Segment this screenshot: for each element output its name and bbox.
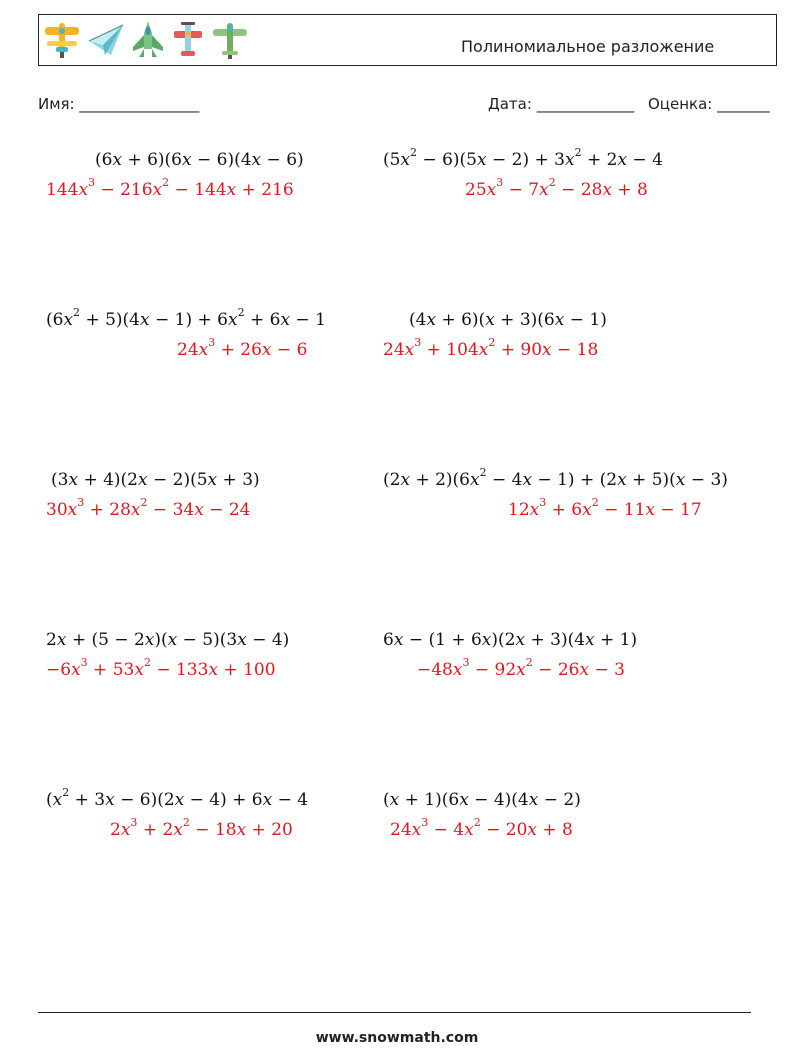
variable: x xyxy=(393,630,404,650)
term: − 4)(4 xyxy=(468,790,529,810)
variable: x xyxy=(539,180,549,200)
term: − 6) xyxy=(261,150,304,170)
variable: x xyxy=(542,340,552,360)
problem-7-question xyxy=(46,630,289,650)
exponent: 3 xyxy=(462,656,470,670)
variable: x xyxy=(404,340,415,360)
term: − 3) xyxy=(685,470,728,490)
header-icons xyxy=(43,19,249,61)
term: + 2)(6 xyxy=(410,470,470,490)
variable: x xyxy=(516,660,526,680)
problem-10-answer xyxy=(390,816,573,840)
variable: x xyxy=(63,310,74,330)
variable: x xyxy=(645,500,655,520)
variable: x xyxy=(481,630,492,650)
term: + (5 − 2 xyxy=(66,630,145,650)
exponent: 3 xyxy=(77,496,85,510)
term: − 18 xyxy=(189,820,237,840)
variable: x xyxy=(226,180,237,200)
variable: x xyxy=(477,150,487,170)
variable: x xyxy=(194,500,204,520)
term: + 6 xyxy=(546,500,583,520)
term: + 53 xyxy=(87,660,135,680)
variable: x xyxy=(144,630,155,650)
term: − 4 xyxy=(428,820,465,840)
fighter-jet-icon xyxy=(131,19,165,61)
variable: x xyxy=(602,180,612,200)
variable: x xyxy=(138,470,148,490)
variable: x xyxy=(68,470,79,490)
variable: x xyxy=(515,630,526,650)
exponent: 2 xyxy=(479,466,487,480)
term: + 3)(6 xyxy=(494,310,555,330)
exponent: 2 xyxy=(591,496,599,510)
variable: x xyxy=(617,150,628,170)
term: − 5)(3 xyxy=(177,630,238,650)
worksheet-header xyxy=(38,14,777,66)
variable: x xyxy=(464,820,474,840)
problem-1-question xyxy=(95,150,304,170)
term: ( xyxy=(46,790,53,810)
term: − 4) + 6 xyxy=(184,790,263,810)
variable: x xyxy=(485,310,495,330)
variable: x xyxy=(389,790,400,810)
variable: x xyxy=(529,500,540,520)
term: − 6)(5 xyxy=(417,150,477,170)
exponent: 3 xyxy=(80,656,88,670)
term: + 104 xyxy=(421,340,479,360)
term: − 11 xyxy=(598,500,646,520)
glider-icon xyxy=(211,19,249,61)
variable: x xyxy=(262,790,273,810)
variable: x xyxy=(134,660,144,680)
term: + 26 xyxy=(215,340,262,360)
term: − (1 + 6 xyxy=(403,630,482,650)
exponent: 2 xyxy=(237,306,245,320)
term: − 216 xyxy=(95,180,153,200)
exponent: 3 xyxy=(421,816,429,830)
variable: x xyxy=(236,820,247,840)
term: − 26 xyxy=(532,660,580,680)
term: + 90 xyxy=(495,340,543,360)
term: − 4 xyxy=(486,470,523,490)
propeller-plane-icon xyxy=(171,19,205,61)
variable: x xyxy=(459,790,469,810)
term: −48 xyxy=(417,660,453,680)
problem-3-question xyxy=(46,306,326,330)
term: − 2) + 3 xyxy=(486,150,565,170)
term: + 8 xyxy=(611,180,648,200)
variable: x xyxy=(585,630,595,650)
term: (4 xyxy=(409,310,427,330)
term: − 1) xyxy=(564,310,607,330)
term: 25 xyxy=(465,180,487,200)
variable: x xyxy=(675,470,686,490)
term: − 4 xyxy=(627,150,663,170)
variable: x xyxy=(280,310,291,330)
variable: x xyxy=(174,790,185,810)
variable: x xyxy=(78,180,89,200)
term: − 1 xyxy=(290,310,326,330)
name-label: Имя: xyxy=(38,95,75,113)
term: − 3 xyxy=(589,660,625,680)
term: − 20 xyxy=(480,820,528,840)
variable: x xyxy=(140,310,150,330)
term: − 6)(2 xyxy=(114,790,175,810)
exponent: 2 xyxy=(162,176,170,190)
problem-6-answer xyxy=(508,496,702,520)
variable: x xyxy=(478,340,489,360)
term: (3 xyxy=(51,470,69,490)
term: ( xyxy=(383,790,390,810)
exponent: 2 xyxy=(410,146,418,160)
exponent: 2 xyxy=(182,816,190,830)
term: − 7 xyxy=(503,180,540,200)
term: + 2 xyxy=(137,820,174,840)
variable: x xyxy=(198,340,209,360)
problem-7-answer xyxy=(46,656,276,680)
variable: x xyxy=(579,660,590,680)
exponent: 2 xyxy=(525,656,533,670)
problem-1-answer xyxy=(46,176,294,200)
term: − 17 xyxy=(654,500,702,520)
grade-field xyxy=(648,95,770,113)
term: − 18 xyxy=(551,340,599,360)
term: − 92 xyxy=(469,660,517,680)
variable: x xyxy=(237,630,247,650)
term: (5 xyxy=(383,150,401,170)
variable: x xyxy=(173,820,183,840)
problem-9-question xyxy=(46,786,309,810)
exponent: 2 xyxy=(140,496,148,510)
term: + 5)(4 xyxy=(80,310,140,330)
term: + 8 xyxy=(536,820,573,840)
variable: x xyxy=(582,500,592,520)
exponent: 3 xyxy=(208,336,216,350)
problem-5-answer xyxy=(46,496,251,520)
term: + 20 xyxy=(246,820,293,840)
term: + 6)(6 xyxy=(122,150,182,170)
term: + 28 xyxy=(84,500,131,520)
variable: x xyxy=(528,790,539,810)
variable: x xyxy=(167,630,178,650)
term: − 4) xyxy=(246,630,290,650)
term: − 34 xyxy=(147,500,195,520)
term: 144 xyxy=(46,180,79,200)
problem-4-answer xyxy=(383,336,599,360)
term: + 6)( xyxy=(436,310,486,330)
variable: x xyxy=(470,470,480,490)
variable: x xyxy=(208,660,219,680)
exponent: 3 xyxy=(88,176,96,190)
problem-5-question xyxy=(51,470,260,490)
term: 24 xyxy=(390,820,412,840)
variable: x xyxy=(120,820,131,840)
term: + 3)(4 xyxy=(525,630,586,650)
term: − 1) + 6 xyxy=(149,310,228,330)
variable: x xyxy=(426,310,437,330)
problem-6-question xyxy=(383,466,728,490)
exponent: 2 xyxy=(574,146,582,160)
variable: x xyxy=(130,500,141,520)
term: + 3) xyxy=(217,470,260,490)
variable: x xyxy=(251,150,262,170)
term: )(2 xyxy=(491,630,516,650)
problem-8-question xyxy=(383,630,637,650)
exponent: 2 xyxy=(548,176,556,190)
name-blank: ________________ xyxy=(79,95,200,113)
variable: x xyxy=(207,470,218,490)
term: 2 xyxy=(46,630,57,650)
problem-4-question xyxy=(409,310,607,330)
term: − 24 xyxy=(203,500,251,520)
problem-2-question xyxy=(383,146,663,170)
term: − 2) xyxy=(538,790,581,810)
exponent: 2 xyxy=(62,786,70,800)
problem-2-answer xyxy=(465,176,648,200)
exponent: 2 xyxy=(488,336,496,350)
variable: x xyxy=(71,660,81,680)
exponent: 3 xyxy=(414,336,422,350)
variable: x xyxy=(227,310,238,330)
term: − 4 xyxy=(272,790,309,810)
term: (2 xyxy=(383,470,401,490)
date-label: Дата: xyxy=(488,95,532,113)
variable: x xyxy=(452,660,463,680)
variable: x xyxy=(400,470,411,490)
term: 12 xyxy=(508,500,530,520)
problem-8-answer xyxy=(417,656,625,680)
problem-9-answer xyxy=(110,816,293,840)
term: + 216 xyxy=(236,180,294,200)
variable: x xyxy=(400,150,411,170)
variable: x xyxy=(67,500,78,520)
variable: x xyxy=(617,470,627,490)
term: (6 xyxy=(95,150,113,170)
exponent: 3 xyxy=(539,496,547,510)
variable: x xyxy=(486,180,497,200)
variable: x xyxy=(112,150,123,170)
exponent: 2 xyxy=(73,306,81,320)
term: + 3 xyxy=(69,790,106,810)
term: −6 xyxy=(46,660,72,680)
footer-divider xyxy=(38,1012,751,1013)
variable: x xyxy=(152,180,163,200)
biplane-icon xyxy=(43,19,81,61)
variable: x xyxy=(522,470,533,490)
worksheet-title: Полиномиальное разложение xyxy=(461,37,715,56)
term: + 5)( xyxy=(626,470,676,490)
date-blank: _____________ xyxy=(536,95,635,113)
grade-blank: _______ xyxy=(717,95,770,113)
term: − 133 xyxy=(150,660,209,680)
variable: x xyxy=(56,630,67,650)
term: (6 xyxy=(46,310,64,330)
footer-url: www.snowmath.com xyxy=(315,1030,479,1046)
name-field xyxy=(38,95,199,113)
exponent: 3 xyxy=(130,816,138,830)
variable: x xyxy=(527,820,537,840)
exponent: 3 xyxy=(496,176,504,190)
variable: x xyxy=(105,790,115,810)
term: − 28 xyxy=(555,180,603,200)
term: − 144 xyxy=(169,180,227,200)
term: − 2)(5 xyxy=(147,470,208,490)
term: )( xyxy=(154,630,168,650)
grade-label: Оценка: xyxy=(648,95,713,113)
term: 6 xyxy=(383,630,394,650)
term: 24 xyxy=(177,340,199,360)
term: + 1) xyxy=(594,630,638,650)
exponent: 2 xyxy=(473,816,481,830)
term: 2 xyxy=(110,820,121,840)
term: + 6 xyxy=(244,310,281,330)
exponent: 2 xyxy=(143,656,151,670)
term: − 6)(4 xyxy=(191,150,252,170)
term: + 2 xyxy=(581,150,618,170)
variable: x xyxy=(564,150,575,170)
variable: x xyxy=(411,820,422,840)
variable: x xyxy=(52,790,63,810)
term: 24 xyxy=(383,340,405,360)
problem-3-answer xyxy=(177,336,308,360)
date-field xyxy=(488,95,634,113)
term: − 6 xyxy=(271,340,308,360)
variable: x xyxy=(554,310,565,330)
variable: x xyxy=(182,150,192,170)
term: 30 xyxy=(46,500,68,520)
term: + 1)(6 xyxy=(399,790,460,810)
term: + 100 xyxy=(218,660,276,680)
term: − 1) + (2 xyxy=(532,470,618,490)
problem-10-question xyxy=(383,790,581,810)
variable: x xyxy=(261,340,272,360)
term: + 4)(2 xyxy=(78,470,138,490)
paper-plane-icon xyxy=(87,19,125,61)
